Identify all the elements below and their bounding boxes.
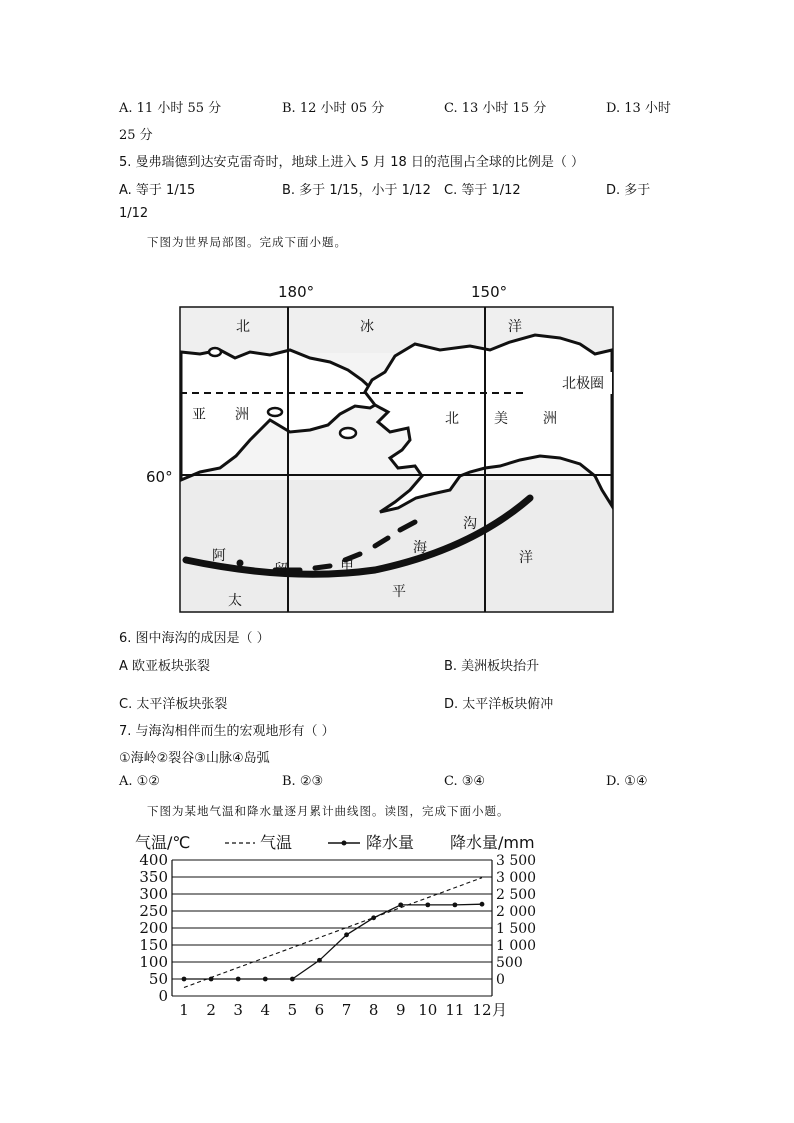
q7-option-a: A. ①② [119, 774, 160, 789]
left-axis-title: 气温/℃ [135, 833, 191, 852]
q5-option-a: A. 等于 1/15 [119, 183, 196, 198]
climate-accumulation-chart [130, 828, 550, 1023]
right-tick-label: 3 500 [496, 853, 537, 869]
label-ya: 亚 [192, 407, 206, 423]
right-tick-label: 2 500 [496, 887, 537, 903]
label-mei: 美 [494, 411, 508, 427]
precipitation-point [371, 915, 376, 920]
precipitation-point [236, 977, 241, 982]
q5-option-d: D. 多于 [606, 183, 651, 198]
precipitation-point [425, 902, 430, 907]
x-tick-label: 11 [445, 1001, 465, 1019]
lon-180-label: 180° [278, 283, 315, 301]
q6-option-b: B. 美洲板块抬升 [444, 659, 540, 674]
q7-option-c: C. ③④ [444, 774, 486, 789]
left-tick-label: 400 [139, 851, 168, 869]
right-tick-label: 500 [496, 955, 523, 971]
island [209, 348, 221, 356]
x-tick-label: 9 [395, 1001, 406, 1019]
left-tick-label: 300 [139, 885, 168, 903]
q4-option-c: C. 13 小时 15 分 [444, 101, 547, 116]
q5-option-b: B. 多于 1/15，小于 1/12 [282, 183, 431, 198]
label-gou: 沟 [463, 516, 477, 532]
q6-option-c: C. 太平洋板块张裂 [119, 697, 228, 712]
map-intro: 下图为世界局部图。完成下面小题。 [147, 235, 347, 249]
right-tick-label: 3 000 [496, 870, 537, 886]
q6-option-a: A 欧亚板块张裂 [119, 659, 211, 674]
left-tick-label: 200 [139, 919, 168, 937]
left-tick-label: 150 [139, 936, 168, 954]
q5-option-d-continued: 1/12 [119, 206, 149, 221]
precipitation-point [344, 932, 349, 937]
x-tick-label: 2 [206, 1001, 216, 1019]
x-tick-label: 10 [418, 1001, 438, 1019]
island [340, 428, 356, 438]
right-tick-label: 1 000 [496, 938, 537, 954]
q4-option-a: A. 11 小时 55 分 [119, 101, 222, 116]
precipitation-point [290, 977, 295, 982]
legend-temp-label: 气温 [260, 833, 293, 852]
chart-intro: 下图为某地气温和降水量逐月累计曲线图。读图，完成下面小题。 [147, 804, 510, 818]
q5-stem: 5. 曼弗瑞德到达安克雷奇时，地球上进入 5 月 18 日的范围占全球的比例是（ ） [119, 155, 585, 170]
left-tick-label: 50 [148, 970, 168, 988]
lat-60-label: 60° [146, 468, 173, 486]
q4-option-d-continued: 25 分 [119, 128, 153, 143]
label-zhou2: 洲 [543, 411, 557, 427]
label-ping: 平 [392, 584, 406, 600]
label-bei2: 北 [445, 411, 459, 427]
left-tick-label: 350 [139, 868, 168, 886]
q4-option-d: D. 13 小时 [606, 101, 671, 116]
right-tick-label: 2 000 [496, 904, 537, 920]
arctic-circle-label: 北极圈 [562, 376, 604, 392]
left-tick-label: 100 [139, 953, 168, 971]
island [237, 560, 244, 567]
x-tick-label: 8 [368, 1001, 379, 1019]
label-a: 阿 [212, 548, 226, 564]
right-axis-title: 降水量/mm [450, 833, 535, 852]
q7-items: ①海岭②裂谷③山脉④岛弧 [119, 751, 270, 766]
precipitation-point [453, 902, 458, 907]
precipitation-point [263, 977, 268, 982]
x-tick-label: 12 [472, 1001, 492, 1019]
precipitation-point [182, 977, 187, 982]
label-bing: 冰 [360, 319, 374, 335]
q5-option-c: C. 等于 1/12 [444, 183, 521, 198]
x-tick-label: 6 [314, 1001, 325, 1019]
legend-precip-dot [342, 841, 347, 846]
left-tick-label: 0 [158, 987, 168, 1005]
world-partial-map [140, 280, 620, 620]
right-tick-label: 0 [496, 972, 505, 988]
left-tick-label: 250 [139, 902, 168, 920]
q7-option-b: B. ②③ [282, 774, 324, 789]
precipitation-point [209, 977, 214, 982]
q7-stem: 7. 与海沟相伴而生的宏观地形有（ ） [119, 724, 335, 739]
x-unit-label: 月 [492, 1001, 508, 1019]
q4-option-b: B. 12 小时 05 分 [282, 101, 385, 116]
label-yang1: 洋 [508, 319, 522, 335]
precipitation-point [398, 902, 403, 907]
right-tick-label: 1 500 [496, 921, 537, 937]
label-tai: 太 [228, 593, 242, 609]
label-liu: 留 [274, 562, 288, 578]
lon-150-label: 150° [471, 283, 508, 301]
x-tick-label: 4 [260, 1001, 271, 1019]
label-shen: 申 [340, 558, 354, 574]
x-tick-label: 1 [179, 1001, 189, 1019]
q7-option-d: D. ①④ [606, 774, 648, 789]
island [268, 408, 282, 416]
x-tick-label: 3 [233, 1001, 243, 1019]
label-bei: 北 [236, 319, 250, 335]
q6-stem: 6. 图中海沟的成因是（ ） [119, 631, 270, 646]
label-yang2: 洋 [519, 550, 533, 566]
x-tick-label: 7 [341, 1001, 352, 1019]
label-zhou1: 洲 [235, 407, 249, 423]
q6-option-d: D. 太平洋板块俯冲 [444, 697, 554, 712]
precipitation-point [317, 958, 322, 963]
precipitation-point [480, 902, 485, 907]
precipitation-series-line [184, 904, 482, 979]
x-tick-label: 5 [287, 1001, 298, 1019]
label-hai: 海 [413, 540, 427, 556]
legend-precip-label: 降水量 [366, 833, 415, 852]
